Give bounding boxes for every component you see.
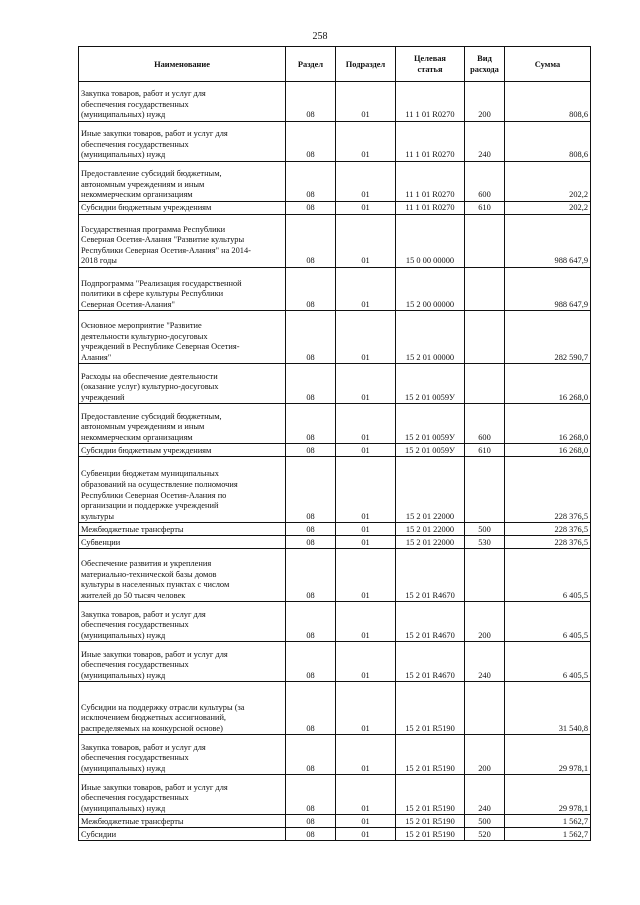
header-target: Целевая статья <box>396 47 465 82</box>
header-section: Раздел <box>286 47 336 82</box>
cell-amount: 988 647,9 <box>505 215 591 268</box>
cell-section: 08 <box>286 268 336 311</box>
cell-name: Обеспечение развития и укрепления материально-технической базы домов культуры в населенных пунктах с числом жителей до 50 тысяч человек <box>79 549 286 602</box>
cell-name: Основное мероприятие "Развитие деятельности культурно-досуговых учреждений в Республике Северная Осетия- Алания" <box>79 311 286 364</box>
cell-target: 15 2 01 22000 <box>396 523 465 536</box>
cell-expense-type <box>465 457 505 523</box>
cell-section: 08 <box>286 642 336 682</box>
cell-section: 08 <box>286 162 336 202</box>
cell-target: 15 2 01 R4670 <box>396 602 465 642</box>
cell-expense-type: 240 <box>465 775 505 815</box>
cell-name: Субвенции бюджетам муниципальных образований на осуществление полномочия Республики Северная Осетия-Алания по организации и поддержке учреждений культуры <box>79 457 286 523</box>
cell-expense-type: 200 <box>465 602 505 642</box>
cell-name: Субсидии бюджетным учреждениям <box>79 444 286 457</box>
cell-target: 15 2 01 0059У <box>396 364 465 404</box>
cell-expense-type: 530 <box>465 536 505 549</box>
cell-expense-type: 500 <box>465 815 505 828</box>
cell-subsection: 01 <box>336 828 396 841</box>
cell-target: 11 1 01 R0270 <box>396 82 465 122</box>
table-row <box>79 311 591 364</box>
page-number: 258 <box>312 31 328 42</box>
cell-section: 08 <box>286 311 336 364</box>
cell-name: Иные закупки товаров, работ и услуг для обеспечения государственных (муниципальных) нужд <box>79 122 286 162</box>
cell-subsection: 01 <box>336 444 396 457</box>
table-row <box>79 404 591 444</box>
cell-name: Субсидии <box>79 828 286 841</box>
cell-subsection: 01 <box>336 122 396 162</box>
cell-amount: 282 590,7 <box>505 311 591 364</box>
cell-amount: 202,2 <box>505 162 591 202</box>
cell-section: 08 <box>286 122 336 162</box>
header-expense-type: Вид расхода <box>465 47 505 82</box>
cell-name: Субсидии бюджетным учреждениям <box>79 202 286 215</box>
cell-expense-type <box>465 549 505 602</box>
cell-section: 08 <box>286 735 336 775</box>
cell-target: 15 2 01 R5190 <box>396 775 465 815</box>
cell-amount: 16 268,0 <box>505 444 591 457</box>
cell-subsection: 01 <box>336 82 396 122</box>
cell-expense-type: 520 <box>465 828 505 841</box>
cell-amount: 228 376,5 <box>505 536 591 549</box>
header-subsection: Подраздел <box>336 47 396 82</box>
cell-subsection: 01 <box>336 364 396 404</box>
cell-subsection: 01 <box>336 202 396 215</box>
cell-amount: 1 562,7 <box>505 815 591 828</box>
cell-target: 15 2 01 R5190 <box>396 828 465 841</box>
cell-expense-type: 600 <box>465 162 505 202</box>
cell-amount: 6 405,5 <box>505 602 591 642</box>
table-row <box>79 815 591 828</box>
cell-section: 08 <box>286 82 336 122</box>
cell-amount: 228 376,5 <box>505 457 591 523</box>
cell-name: Предоставление субсидий бюджетным, автономным учреждениям и иным некоммерческим организациям <box>79 404 286 444</box>
cell-section: 08 <box>286 775 336 815</box>
cell-section: 08 <box>286 682 336 735</box>
cell-subsection: 01 <box>336 268 396 311</box>
cell-amount: 1 562,7 <box>505 828 591 841</box>
cell-target: 11 1 01 R0270 <box>396 202 465 215</box>
cell-expense-type <box>465 682 505 735</box>
cell-name: Закупка товаров, работ и услуг для обеспечения государственных (муниципальных) нужд <box>79 82 286 122</box>
cell-amount: 6 405,5 <box>505 549 591 602</box>
cell-section: 08 <box>286 215 336 268</box>
cell-section: 08 <box>286 536 336 549</box>
cell-section: 08 <box>286 828 336 841</box>
table-header-row <box>79 47 591 82</box>
cell-amount: 31 540,8 <box>505 682 591 735</box>
cell-amount: 228 376,5 <box>505 523 591 536</box>
cell-amount: 988 647,9 <box>505 268 591 311</box>
cell-target: 15 2 01 R5190 <box>396 682 465 735</box>
cell-expense-type: 240 <box>465 642 505 682</box>
budget-table <box>78 46 591 841</box>
cell-subsection: 01 <box>336 815 396 828</box>
cell-subsection: 01 <box>336 735 396 775</box>
cell-amount: 16 268,0 <box>505 364 591 404</box>
cell-amount: 29 978,1 <box>505 775 591 815</box>
cell-target: 11 1 01 R0270 <box>396 122 465 162</box>
cell-subsection: 01 <box>336 162 396 202</box>
cell-expense-type: 610 <box>465 444 505 457</box>
table-row <box>79 536 591 549</box>
cell-section: 08 <box>286 549 336 602</box>
cell-target: 15 2 01 00000 <box>396 311 465 364</box>
cell-name: Межбюджетные трансферты <box>79 523 286 536</box>
table-row <box>79 523 591 536</box>
cell-section: 08 <box>286 815 336 828</box>
cell-name: Государственная программа Республики Северная Осетия-Алания "Развитие культуры Республики Северная Осетия-Алания" на 2014- 2018 годы <box>79 215 286 268</box>
table-row <box>79 642 591 682</box>
table-row <box>79 122 591 162</box>
cell-target: 15 2 01 R4670 <box>396 642 465 682</box>
cell-subsection: 01 <box>336 404 396 444</box>
table-row <box>79 162 591 202</box>
table-row <box>79 828 591 841</box>
cell-amount: 16 268,0 <box>505 404 591 444</box>
cell-name: Закупка товаров, работ и услуг для обеспечения государственных (муниципальных) нужд <box>79 602 286 642</box>
cell-target: 15 2 00 00000 <box>396 268 465 311</box>
cell-amount: 6 405,5 <box>505 642 591 682</box>
cell-target: 15 2 01 R5190 <box>396 735 465 775</box>
cell-expense-type: 500 <box>465 523 505 536</box>
cell-expense-type: 240 <box>465 122 505 162</box>
cell-target: 15 2 01 22000 <box>396 457 465 523</box>
cell-name: Расходы на обеспечение деятельности (оказание услуг) культурно-досуговых учреждений <box>79 364 286 404</box>
cell-name: Иные закупки товаров, работ и услуг для обеспечения государственных (муниципальных) нужд <box>79 642 286 682</box>
cell-subsection: 01 <box>336 642 396 682</box>
cell-expense-type: 610 <box>465 202 505 215</box>
cell-subsection: 01 <box>336 311 396 364</box>
cell-name: Иные закупки товаров, работ и услуг для обеспечения государственных (муниципальных) нужд <box>79 775 286 815</box>
cell-target: 15 2 01 0059У <box>396 444 465 457</box>
table-row <box>79 682 591 735</box>
cell-amount: 808,6 <box>505 82 591 122</box>
cell-expense-type <box>465 364 505 404</box>
cell-section: 08 <box>286 364 336 404</box>
cell-section: 08 <box>286 444 336 457</box>
header-name: Наименование <box>79 47 286 82</box>
cell-subsection: 01 <box>336 682 396 735</box>
cell-section: 08 <box>286 202 336 215</box>
cell-expense-type: 200 <box>465 82 505 122</box>
cell-name: Подпрограмма "Реализация государственной политики в сфере культуры Республики Северная Осетия-Алания" <box>79 268 286 311</box>
cell-name: Субвенции <box>79 536 286 549</box>
cell-subsection: 01 <box>336 775 396 815</box>
cell-expense-type: 600 <box>465 404 505 444</box>
cell-section: 08 <box>286 404 336 444</box>
cell-target: 11 1 01 R0270 <box>396 162 465 202</box>
cell-section: 08 <box>286 457 336 523</box>
table-row <box>79 775 591 815</box>
cell-expense-type <box>465 215 505 268</box>
cell-subsection: 01 <box>336 536 396 549</box>
cell-expense-type <box>465 311 505 364</box>
table-row <box>79 268 591 311</box>
cell-subsection: 01 <box>336 549 396 602</box>
header-amount: Сумма <box>505 47 591 82</box>
table-row <box>79 202 591 215</box>
table-row <box>79 215 591 268</box>
table-row <box>79 82 591 122</box>
cell-name: Закупка товаров, работ и услуг для обеспечения государственных (муниципальных) нужд <box>79 735 286 775</box>
cell-section: 08 <box>286 602 336 642</box>
table-row <box>79 457 591 523</box>
cell-expense-type <box>465 268 505 311</box>
cell-target: 15 2 01 22000 <box>396 536 465 549</box>
cell-subsection: 01 <box>336 457 396 523</box>
cell-amount: 29 978,1 <box>505 735 591 775</box>
cell-target: 15 2 01 R5190 <box>396 815 465 828</box>
cell-section: 08 <box>286 523 336 536</box>
cell-target: 15 2 01 0059У <box>396 404 465 444</box>
table-row <box>79 364 591 404</box>
cell-subsection: 01 <box>336 602 396 642</box>
cell-target: 15 0 00 00000 <box>396 215 465 268</box>
cell-amount: 202,2 <box>505 202 591 215</box>
cell-subsection: 01 <box>336 215 396 268</box>
table-row <box>79 735 591 775</box>
cell-target: 15 2 01 R4670 <box>396 549 465 602</box>
table-row <box>79 549 591 602</box>
cell-name: Предоставление субсидий бюджетным, автономным учреждениям и иным некоммерческим организациям <box>79 162 286 202</box>
cell-expense-type: 200 <box>465 735 505 775</box>
table-row <box>79 444 591 457</box>
cell-subsection: 01 <box>336 523 396 536</box>
cell-name: Субсидии на поддержку отрасли культуры (за исключением бюджетных ассигнований, распределяемых на конкурсной основе) <box>79 682 286 735</box>
cell-amount: 808,6 <box>505 122 591 162</box>
table-row <box>79 602 591 642</box>
cell-name: Межбюджетные трансферты <box>79 815 286 828</box>
